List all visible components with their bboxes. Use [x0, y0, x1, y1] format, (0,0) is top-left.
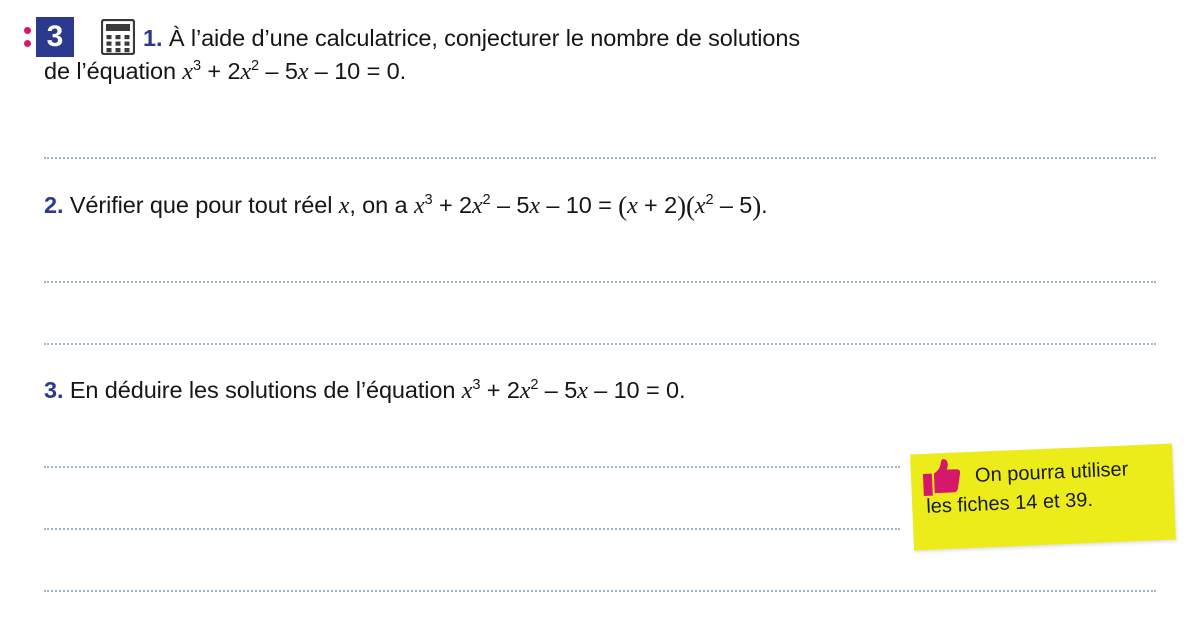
answer-line — [44, 528, 900, 530]
question-1-line2: de l’équation $x^3 + 2x^2 - 5x - 10 = 0$. — [44, 58, 407, 85]
exercise-number: 3 — [36, 17, 74, 57]
answer-line — [44, 466, 900, 468]
question-1-line2-prefix: de l’équation — [44, 58, 183, 84]
question-3-number: 3. — [44, 377, 64, 403]
hint-line-1: On pourra utiliser — [974, 458, 1129, 487]
calculator-icon — [101, 19, 135, 55]
answer-line — [44, 590, 1156, 592]
answer-line — [44, 281, 1156, 283]
hint-text — [925, 454, 1171, 522]
exercise-badge — [24, 16, 74, 58]
badge-dots-icon — [24, 27, 31, 47]
question-1 — [44, 22, 1163, 85]
hint-line-2: les fiches 14 et 39. — [925, 488, 1094, 518]
question-1-line1: À l’aide d’une calculatrice, conjecturer le nombre de solutions — [168, 25, 801, 51]
answer-line — [44, 157, 1156, 159]
answer-line — [44, 343, 1156, 345]
question-2: 2. Vérifier que pour tout réel x, on a $x^3 + 2x^2 - 5x - 10 = (x + 2)(x^2 - 5)$. — [44, 191, 768, 221]
question-1-number: 1. — [143, 25, 163, 51]
question-3: 3. En déduire les solutions de l’équation $x^3 + 2x^2 - 5x - 10 = 0$. — [44, 377, 686, 404]
hint-sticky-note — [910, 444, 1176, 551]
question-2-number: 2. — [44, 192, 64, 218]
